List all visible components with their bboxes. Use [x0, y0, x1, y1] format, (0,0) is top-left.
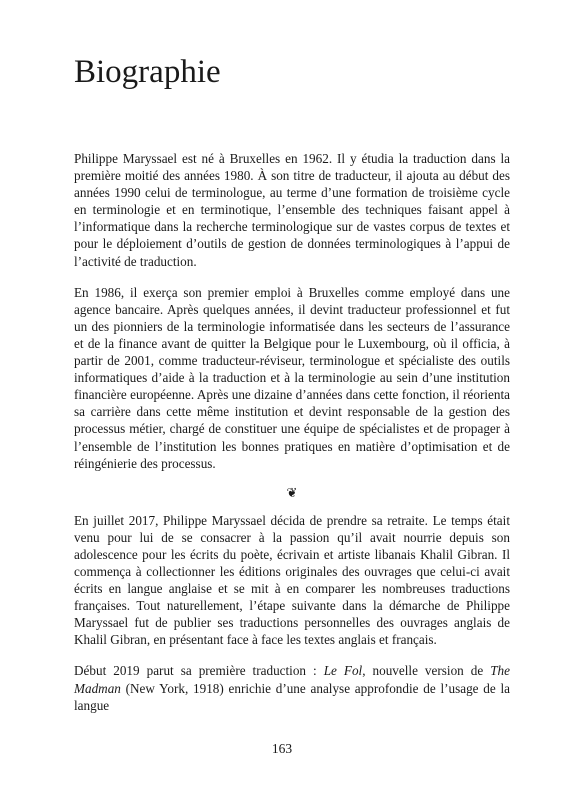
paragraph	[74, 662, 510, 713]
book-title: Le Fol	[323, 663, 363, 679]
fleuron-ornament-icon: ❦	[286, 484, 298, 500]
paragraph: En juillet 2017, Philippe Maryssael décida de prendre sa retraite. Le temps était venu pour lui de se consacrer à la passion qu’il avait nourrie depuis son adolescence pour les écrits du poète, écrivain et artiste libanais Khalil Gibran. Il commença à collectionner les éditions originales des ouvrages que celui-ci avait écrits en langue anglaise et se mit à en comparer les nombreuses traductions françaises. Tout naturellement, l’étape suivante dans la démarche de Philippe Maryssael fut de publier ses traductions personnelles des ouvrages anglais de Khalil Gibran, en présentant face à face les textes anglais et français.	[74, 512, 510, 648]
text-segment: (New York, 1918) enrichie d’une analyse approfondie de l’usage de la langue	[74, 680, 510, 713]
book-title: The Madman	[74, 663, 510, 696]
biography-text	[74, 150, 510, 728]
page-title: Biographie	[74, 54, 221, 90]
paragraph: En 1986, il exerça son premier emploi à Bruxelles comme employé dans une agence bancaire. Après quelques années, il devint traducteur professionnel et fut un des pionniers de la terminologie informatisée dans les secteurs de l’assurance et de la finance avant de quitter la Belgique pour le Luxembourg, où il officia, à partir de 2001, comme traducteur-réviseur, terminologue et spécialiste des outils informatiques d’aide à la traduction et à la terminologie au sein d’une institution financière européenne. Après une dizaine d’années dans cette fonction, il réorienta sa carrière dans cette même institution et devint responsable de la gestion des processus métier, chargé de constituer une équipe de spécialistes et de propager à l’ensemble de l’institution les bonnes pratiques en matière d’optimisation et de réingénierie des processus.	[74, 284, 510, 471]
paragraph: Philippe Maryssael est né à Bruxelles en 1962. Il y étudia la traduction dans la première moitié des années 1980. À son titre de traducteur, il ajouta au début des années 1990 celui de terminologue, au terme d’une formation de troisième cycle en terminologie et en terminotique, l’ensemble des techniques faisant appel à l’informatique dans la recherche terminologique sur de vastes corpus de textes et pour le déploiement d’outils de gestion de données terminologiques à l’appui de l’activité de traduction.	[74, 151, 510, 269]
page-number: 163	[271, 741, 293, 756]
text-segment: , nouvelle version de	[362, 663, 491, 679]
text-segment: Début 2019 parut sa première traduction :	[74, 663, 324, 679]
